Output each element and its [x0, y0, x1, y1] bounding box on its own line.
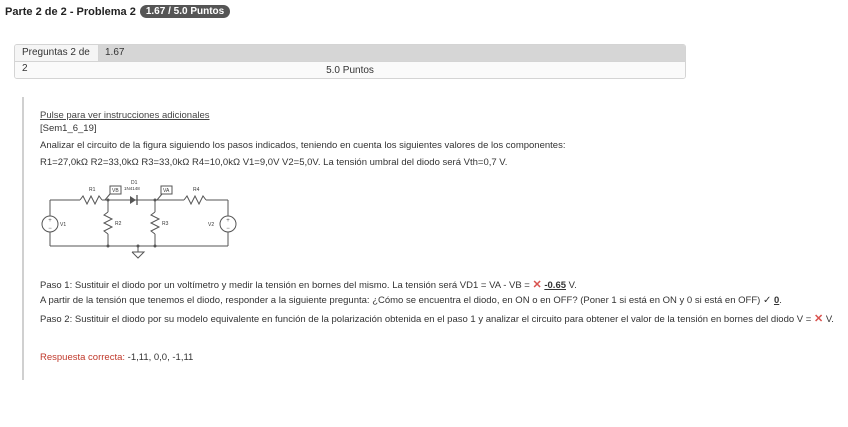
question-text-1: Analizar el circuito de la figura siguiendo los pasos indicados, teniendo en cuenta los siguientes valores de los componentes:	[40, 140, 566, 151]
label-vb: VB	[112, 188, 119, 194]
question-content	[22, 97, 848, 380]
step1b-end: .	[779, 295, 782, 306]
x-mark-icon: ✕	[532, 279, 542, 291]
label-r1: R1	[89, 187, 96, 193]
instructions-link[interactable]: Pulse para ver instrucciones adicionales	[40, 110, 210, 121]
circuit-diagram	[40, 174, 240, 262]
step1b-line	[40, 295, 782, 306]
question-code: [Sem1_6_19]	[40, 123, 97, 134]
step2-text: Paso 2: Sustituir el diodo por su modelo equivalente en función de la polarización obtenida en el paso 1 y analizar el circuito para obtener el valor de la tensión en bornes del diodo V =	[40, 314, 812, 325]
question-counter: Preguntas 2 de 2	[15, 45, 99, 61]
page-title-text: Parte 2 de 2 - Problema 2	[5, 5, 136, 18]
step1-unit: V.	[568, 280, 577, 291]
step1-text: Paso 1: Sustituir el diodo por un voltímetro y medir la tensión en bornes del mismo. La tensión será VD1 = VA - VB =	[40, 280, 530, 291]
svg-text:+: +	[48, 218, 52, 224]
step2-line	[40, 312, 834, 325]
step1b-text: A partir de la tensión que tenemos el diodo, responder a la siguiente pregunta: ¿Cómo se encuentra el diodo, en ON o en OFF? (Poner 1 si está en ON y 0 si está en OFF)	[40, 295, 761, 306]
label-d1: D1	[131, 180, 138, 186]
correct-answer-label: Respuesta correcta:	[40, 352, 126, 363]
svg-text:−: −	[226, 226, 230, 232]
label-v2: V2	[208, 222, 215, 228]
label-r3: R3	[162, 221, 169, 227]
page-title	[5, 5, 230, 18]
question-text-2: R1=27,0kΩ R2=33,0kΩ R3=33,0kΩ R4=10,0kΩ V1=9,0V V2=5,0V. La tensión umbral del diodo será Vth=0,7 V.	[40, 157, 508, 168]
label-v1: V1	[60, 222, 67, 228]
step2-unit: V.	[825, 314, 834, 325]
check-mark-icon: ✓	[762, 295, 772, 306]
step1-answer: -0.65	[544, 280, 567, 291]
label-diode-model: 1N4148	[124, 186, 140, 191]
x-mark-icon-2: ✕	[813, 313, 824, 325]
question-points: 5.0 Puntos	[15, 61, 685, 79]
svg-text:−: −	[48, 226, 52, 232]
question-score: 1.67	[99, 45, 685, 61]
correct-answer-line	[40, 352, 193, 363]
score-badge: 1.67 / 5.0 Puntos	[140, 5, 230, 18]
step1b-answer: 0	[773, 295, 780, 306]
question-score-bar	[14, 44, 686, 79]
correct-answer-value: -1,11, 0,0, -1,11	[127, 352, 194, 363]
step1-line	[40, 278, 577, 291]
label-r2: R2	[115, 221, 122, 227]
label-r4: R4	[193, 187, 200, 193]
svg-text:+: +	[226, 218, 230, 224]
label-va: VA	[163, 188, 170, 194]
